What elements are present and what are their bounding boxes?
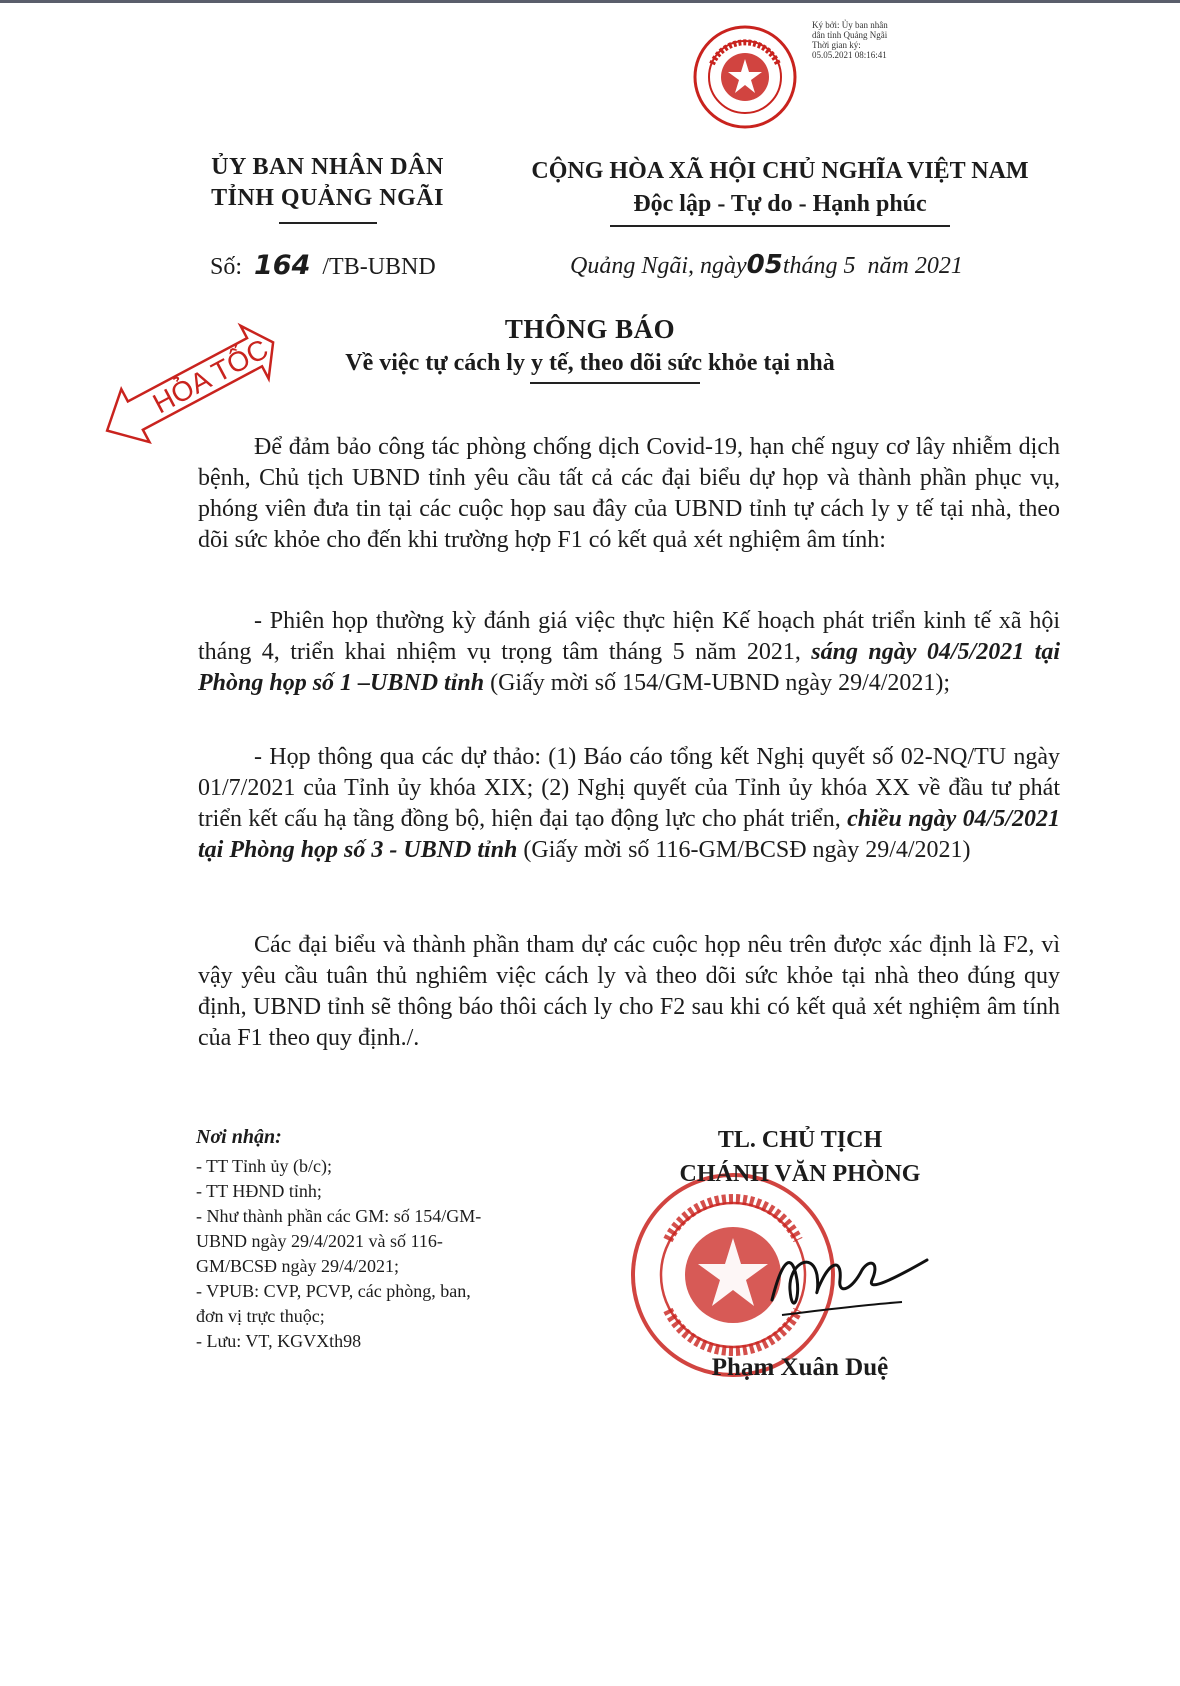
- urgent-stamp-text: HỎA TỐC: [147, 333, 274, 420]
- doc-number: [210, 250, 436, 281]
- date-place: Quảng Ngãi, ngày: [570, 253, 747, 279]
- meeting-2-text: - Họp thông qua các dự thảo: (1) Báo cáo tổng kết Nghị quyết số 02-NQ/TU ngày 01/7/2021 của Tỉnh ủy khóa XIX; (2) Nghị quyết của Tỉnh ủy khóa XX về đầu tư phát triển kết cấu hạ tầng đồng bộ, hiện đại tạo động lực cho phát triển,: [198, 744, 1060, 832]
- body-paragraph-3: [198, 742, 1060, 882]
- meeting-1-invitation: (Giấy mời số 154/GM-UBND ngày 29/4/2021);: [484, 670, 951, 696]
- sig-line-4: 05.05.2021 08:16:41: [812, 50, 887, 60]
- sig-line-2: dân tỉnh Quảng Ngãi: [812, 30, 888, 40]
- doc-number-value: 164: [254, 250, 311, 281]
- org-header: [190, 152, 465, 224]
- paragraph-conclusion: Các đại biểu và thành phần tham dự các cuộc họp nêu trên được xác định là F2, vì vậy yêu cầu tuân thủ nghiêm việc cách ly và theo dõi sức khỏe tại nhà theo đúng quy định, UBND tỉnh sẽ thông báo thôi cách ly cho F2 sau khi có kết quả xét nghiệm âm tính của F1 theo quy định./.: [198, 932, 1060, 1051]
- doc-number-prefix: Số:: [210, 254, 243, 280]
- doc-subtitle: Về việc tự cách ly y tế, theo dõi sức khỏe tại nhà: [345, 350, 835, 376]
- handwritten-signature: [752, 1220, 932, 1330]
- meeting-1-text: - Phiên họp thường kỳ đánh giá việc thực hiện Kế hoạch phát triển kinh tế xã hội tháng 4, triển khai nhiệm vụ trọng tâm tháng 5 năm 2021,: [198, 608, 1060, 665]
- date-month: tháng 5: [782, 253, 856, 279]
- recipient-item: - VPUB: CVP, PCVP, các phòng, ban, đơn vị trực thuộc;: [196, 1281, 471, 1326]
- country-header: [500, 155, 1060, 227]
- date-year: năm 2021: [867, 253, 963, 279]
- subtitle-divider: [530, 382, 700, 384]
- recipient-item: - Lưu: VT, KGVXth98: [196, 1331, 362, 1351]
- doc-number-suffix: /TB-UBND: [322, 254, 436, 280]
- paragraph-meeting-1: [198, 606, 1060, 699]
- country-divider: [610, 225, 950, 227]
- recipients-label: Nơi nhận:: [196, 1126, 282, 1148]
- signer-name: Phạm Xuân Duệ: [711, 1354, 889, 1381]
- org-line-1: ỦY BAN NHÂN DÂN: [211, 154, 444, 180]
- country-line-1: CỘNG HÒA XÃ HỘI CHỦ NGHĨA VIỆT NAM: [531, 158, 1029, 184]
- doc-date: [570, 250, 963, 280]
- seal-top: [692, 24, 798, 130]
- country-line-2: Độc lập - Tự do - Hạnh phúc: [633, 191, 927, 217]
- body-paragraph-4: [198, 930, 1060, 1070]
- sig-line-1: Ký bởi: Ủy ban nhân: [812, 20, 888, 30]
- recipient-item: - Như thành phần các GM: số 154/GM-UBND ngày 29/4/2021 và số 116-GM/BCSĐ ngày 29/4/2021;: [196, 1206, 482, 1276]
- digital-signature-info: [812, 20, 942, 60]
- date-day: 05: [746, 250, 783, 280]
- org-divider: [279, 222, 377, 224]
- recipients-block: [196, 1125, 496, 1354]
- body-paragraph-2: [198, 606, 1060, 715]
- signer-title-2: CHÁNH VĂN PHÒNG: [679, 1161, 921, 1187]
- org-line-2: TỈNH QUẢNG NGÃI: [211, 185, 444, 211]
- paragraph-meeting-2: [198, 742, 1060, 866]
- recipient-item: - TT Tỉnh ủy (b/c);: [196, 1156, 332, 1176]
- signature-block: [640, 1123, 960, 1191]
- meeting-2-time-place: chiều ngày 04/5/2021 tại Phòng họp số 3 - UBND tỉnh: [198, 806, 1060, 863]
- body-paragraph-1: [198, 432, 1060, 572]
- meeting-2-invitation: (Giấy mời số 116-GM/BCSĐ ngày 29/4/2021): [517, 837, 971, 863]
- paragraph-intro: Để đảm bảo công tác phòng chống dịch Covid-19, hạn chế nguy cơ lây nhiễm dịch bệnh, Chủ tịch UBND tỉnh yêu cầu tất cả các đại biểu dự họp và thành phần phục vụ, phóng viên đưa tin tại các cuộc họp sau đây của UBND tỉnh tự cách ly y tế tại nhà, theo dõi sức khỏe cho đến khi trường hợp F1 có kết quả xét nghiệm âm tính:: [198, 434, 1060, 553]
- recipient-item: - TT HĐND tỉnh;: [196, 1181, 322, 1201]
- meeting-1-time-place: sáng ngày 04/5/2021 tại Phòng họp số 1 –UBND tỉnh: [198, 639, 1061, 696]
- scan-edge: [0, 0, 1180, 3]
- sig-line-3: Thời gian ký:: [812, 40, 861, 50]
- signer-title-1: TL. CHỦ TỊCH: [717, 1127, 883, 1153]
- doc-title: THÔNG BÁO: [504, 314, 676, 344]
